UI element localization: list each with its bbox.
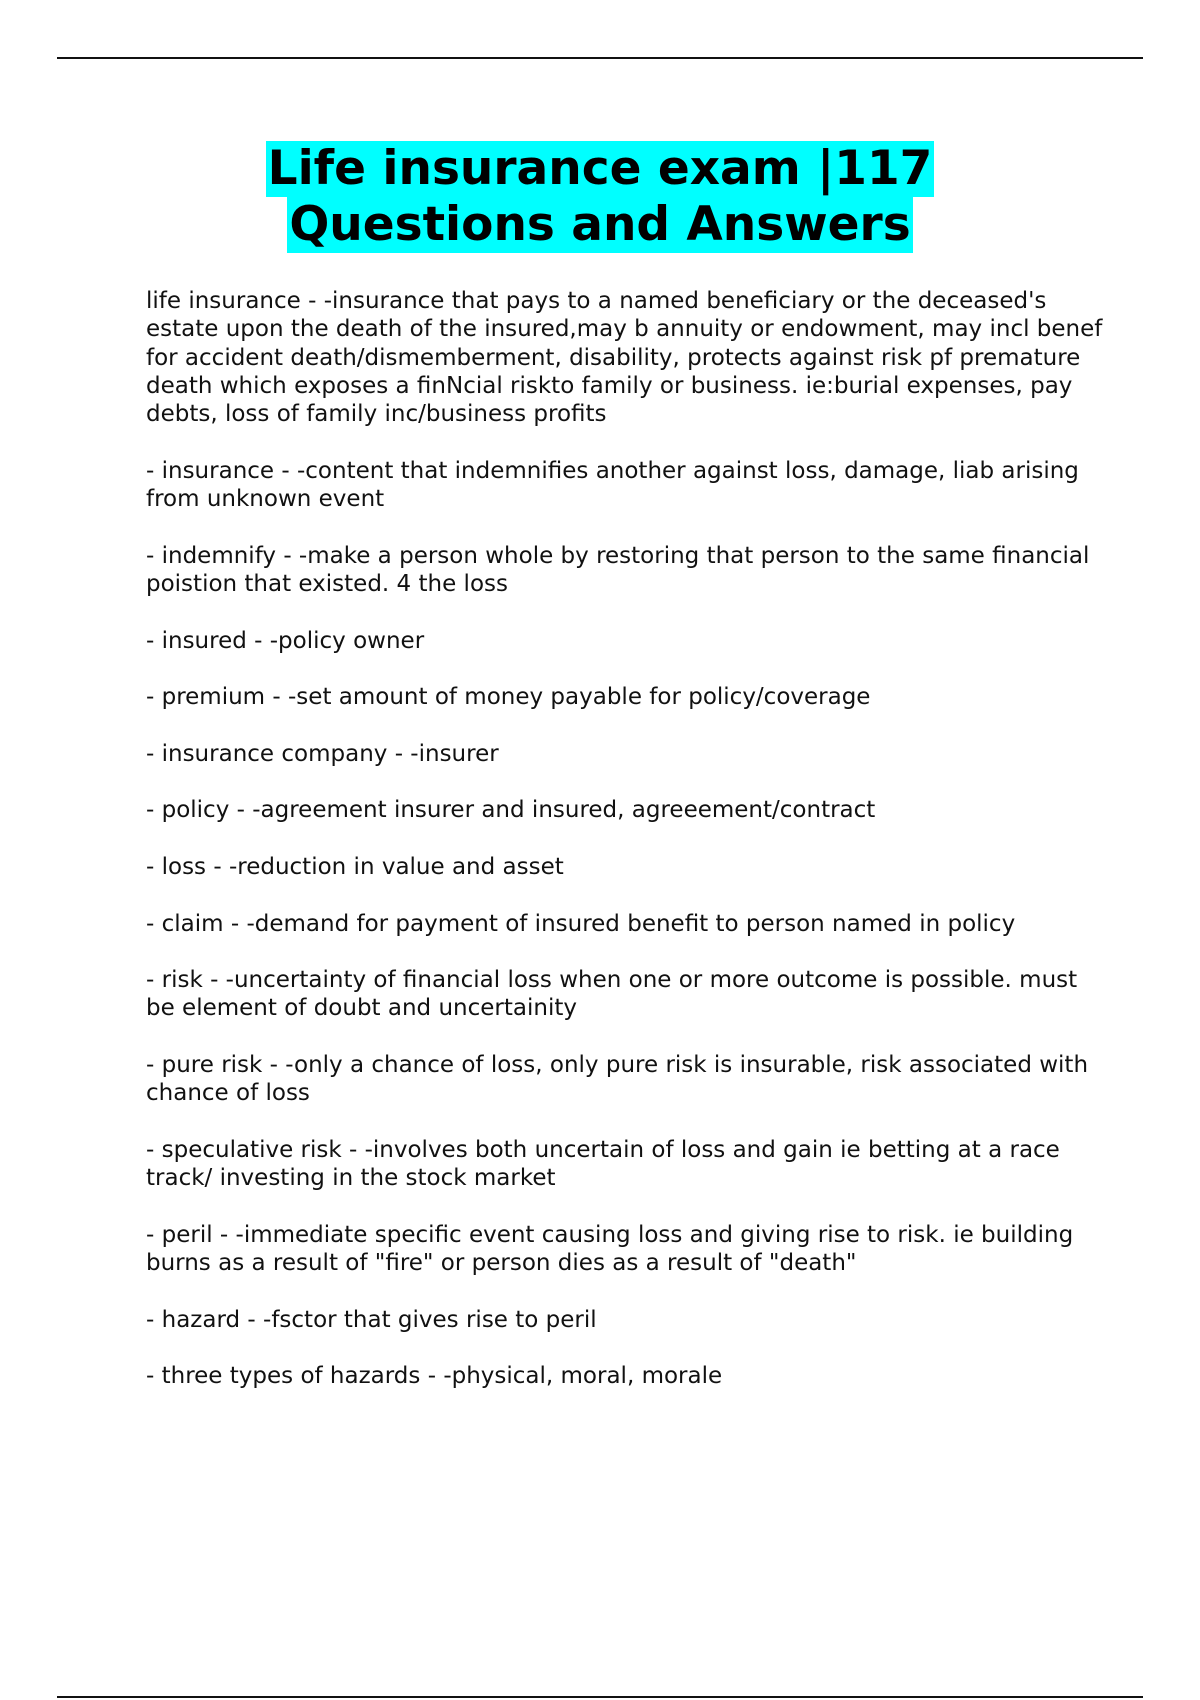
entry-insurance-company: - insurance company - -insurer (146, 740, 499, 767)
entry-loss: - loss - -reduction in value and asset (146, 853, 564, 880)
header-rule (57, 57, 1143, 59)
footer-rule (57, 1696, 1143, 1698)
document-title (0, 141, 1200, 253)
entry-hazard: - hazard - -fsctor that gives rise to peril (146, 1306, 597, 1333)
entry-peril: - peril - -immediate specific event causing loss and giving rise to risk. ie building burns as a result of "fire" or person dies as a result of "death" (146, 1221, 1074, 1277)
entry-three-types-of-hazards: - three types of hazards - -physical, moral, morale (146, 1363, 723, 1390)
document-body (146, 287, 1106, 1419)
document-title-line-1: Life insurance exam |117 (267, 141, 933, 196)
entry-insured: - insured - -policy owner (146, 627, 425, 654)
entry-policy: - policy - -agreement insurer and insured, agreeement/contract (146, 797, 876, 824)
entry-speculative-risk: - speculative risk - -involves both uncertain of loss and gain ie betting at a race track/ investing in the stock market (146, 1136, 1060, 1192)
entry-pure-risk: - pure risk - -only a chance of loss, only pure risk is insurable, risk associated with chance of loss (146, 1052, 1089, 1107)
entry-claim: - claim - -demand for payment of insured benefit to person named in policy (146, 910, 1016, 937)
entry-indemnify: - indemnify - -make a person whole by restoring that person to the same financial poistion that existed. 4 the loss (146, 542, 1090, 597)
entry-life-insurance: life insurance - -insurance that pays to a named beneficiary or the deceased's estate upon the death of the insured,may b annuity or endowment, may incl benef for accident death/dismemberment, disability, protects against risk pf premature death which exposes a finNcial riskto family or business. ie:burial expenses, pay debts, loss of family inc/business profits (146, 288, 1103, 428)
entry-risk: - risk - -uncertainty of financial loss when one or more outcome is possible. must be element of doubt and uncertainity (146, 967, 1078, 1022)
entry-insurance: - insurance - -content that indemnifies another against loss, damage, liab arising from unknown event (146, 457, 1079, 513)
document-title-line-2: Questions and Answers (289, 197, 911, 252)
entry-premium: - premium - -set amount of money payable for policy/coverage (146, 684, 871, 711)
